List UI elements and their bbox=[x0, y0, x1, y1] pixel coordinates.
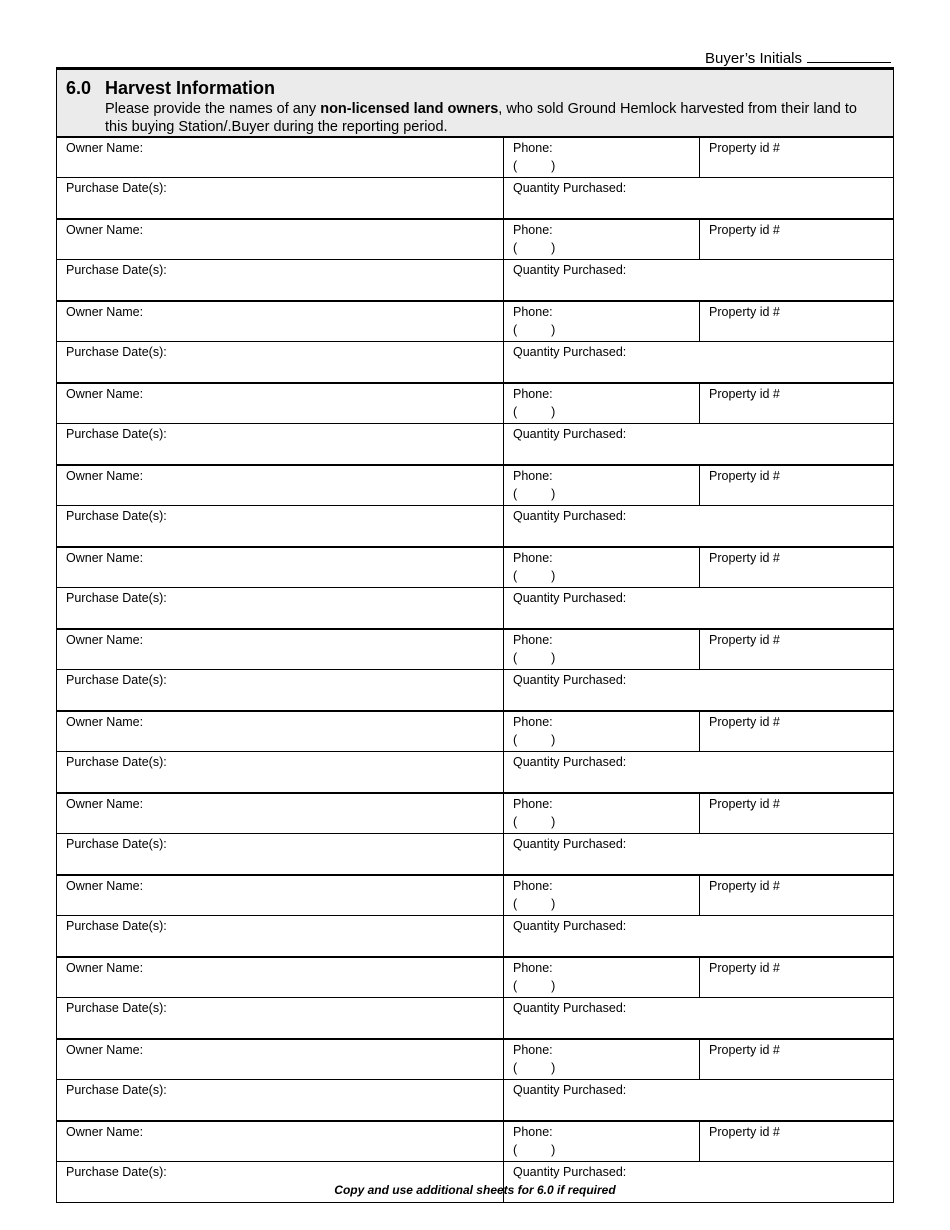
entry-row-bottom bbox=[57, 178, 893, 218]
purchase-dates-label: Purchase Date(s): bbox=[66, 427, 167, 441]
quantity-purchased-field[interactable] bbox=[504, 834, 893, 874]
harvest-information-form bbox=[56, 67, 894, 1203]
section-description-prefix: Please provide the names of any bbox=[105, 101, 321, 117]
area-code-brackets bbox=[513, 897, 555, 911]
phone-field[interactable] bbox=[504, 794, 700, 833]
owner-name-label: Owner Name: bbox=[66, 633, 144, 647]
owner-name-field[interactable] bbox=[57, 712, 504, 751]
quantity-purchased-field[interactable] bbox=[504, 670, 893, 710]
harvest-entry bbox=[57, 548, 893, 630]
section-title: Harvest Information bbox=[105, 78, 276, 98]
section-number: 6.0 bbox=[66, 78, 92, 98]
phone-field[interactable] bbox=[504, 712, 700, 751]
phone-field[interactable] bbox=[504, 958, 700, 997]
quantity-purchased-field[interactable] bbox=[504, 342, 893, 382]
property-id-field[interactable] bbox=[700, 630, 893, 669]
entry-row-top bbox=[57, 1122, 893, 1162]
entries-list bbox=[57, 138, 893, 1202]
area-code-brackets bbox=[513, 569, 555, 583]
harvest-entry bbox=[57, 138, 893, 220]
harvest-entry bbox=[57, 302, 893, 384]
entry-row-top bbox=[57, 712, 893, 752]
owner-name-field[interactable] bbox=[57, 794, 504, 833]
purchase-dates-label: Purchase Date(s): bbox=[66, 345, 167, 359]
quantity-purchased-label: Quantity Purchased: bbox=[513, 509, 627, 523]
owner-name-label: Owner Name: bbox=[66, 797, 144, 811]
entry-row-top bbox=[57, 466, 893, 506]
phone-field[interactable] bbox=[504, 466, 700, 505]
area-code-brackets bbox=[513, 1061, 555, 1075]
area-code-open: ( bbox=[513, 733, 518, 747]
property-id-label: Property id # bbox=[709, 797, 780, 811]
area-code-brackets bbox=[513, 1143, 555, 1157]
area-code-brackets bbox=[513, 815, 555, 829]
area-code-brackets bbox=[513, 159, 555, 173]
area-code-open: ( bbox=[513, 651, 518, 665]
area-code-open: ( bbox=[513, 569, 518, 583]
quantity-purchased-field[interactable] bbox=[504, 752, 893, 792]
entry-row-bottom bbox=[57, 998, 893, 1038]
entry-row-bottom bbox=[57, 752, 893, 792]
property-id-field[interactable] bbox=[700, 1040, 893, 1079]
section-description-bold: non-licensed land owners bbox=[320, 101, 499, 117]
owner-name-label: Owner Name: bbox=[66, 305, 144, 319]
entry-row-top bbox=[57, 1040, 893, 1080]
purchase-dates-field[interactable] bbox=[57, 834, 504, 874]
area-code-close: ) bbox=[551, 159, 556, 173]
property-id-label: Property id # bbox=[709, 879, 780, 893]
area-code-open: ( bbox=[513, 159, 518, 173]
entry-row-top bbox=[57, 220, 893, 260]
harvest-entry bbox=[57, 958, 893, 1040]
owner-name-field[interactable] bbox=[57, 220, 504, 259]
purchase-dates-field[interactable] bbox=[57, 916, 504, 956]
quantity-purchased-label: Quantity Purchased: bbox=[513, 1001, 627, 1015]
purchase-dates-label: Purchase Date(s): bbox=[66, 837, 167, 851]
owner-name-field[interactable] bbox=[57, 302, 504, 341]
phone-label: Phone: bbox=[513, 879, 553, 893]
harvest-entry bbox=[57, 794, 893, 876]
harvest-entry bbox=[57, 384, 893, 466]
area-code-close: ) bbox=[551, 405, 556, 419]
area-code-close: ) bbox=[551, 487, 556, 501]
property-id-label: Property id # bbox=[709, 715, 780, 729]
quantity-purchased-field[interactable] bbox=[504, 588, 893, 628]
property-id-field[interactable] bbox=[700, 220, 893, 259]
property-id-label: Property id # bbox=[709, 141, 780, 155]
owner-name-field[interactable] bbox=[57, 630, 504, 669]
property-id-field[interactable] bbox=[700, 712, 893, 751]
property-id-field[interactable] bbox=[700, 466, 893, 505]
phone-field[interactable] bbox=[504, 220, 700, 259]
quantity-purchased-label: Quantity Purchased: bbox=[513, 755, 627, 769]
purchase-dates-label: Purchase Date(s): bbox=[66, 919, 167, 933]
area-code-brackets bbox=[513, 405, 555, 419]
area-code-open: ( bbox=[513, 241, 518, 255]
harvest-entry bbox=[57, 1040, 893, 1122]
phone-label: Phone: bbox=[513, 141, 553, 155]
phone-label: Phone: bbox=[513, 223, 553, 237]
entry-row-top bbox=[57, 630, 893, 670]
property-id-field[interactable] bbox=[700, 958, 893, 997]
purchase-dates-field[interactable] bbox=[57, 342, 504, 382]
phone-label: Phone: bbox=[513, 633, 553, 647]
property-id-label: Property id # bbox=[709, 469, 780, 483]
quantity-purchased-field[interactable] bbox=[504, 916, 893, 956]
purchase-dates-field[interactable] bbox=[57, 588, 504, 628]
phone-label: Phone: bbox=[513, 715, 553, 729]
harvest-entry bbox=[57, 712, 893, 794]
section-header bbox=[57, 70, 893, 138]
purchase-dates-field[interactable] bbox=[57, 506, 504, 546]
owner-name-label: Owner Name: bbox=[66, 551, 144, 565]
footer-note: Copy and use additional sheets for 6.0 if required bbox=[334, 1183, 616, 1197]
purchase-dates-label: Purchase Date(s): bbox=[66, 591, 167, 605]
purchase-dates-label: Purchase Date(s): bbox=[66, 755, 167, 769]
owner-name-field[interactable] bbox=[57, 138, 504, 177]
property-id-field[interactable] bbox=[700, 548, 893, 587]
entry-row-bottom bbox=[57, 1080, 893, 1120]
purchase-dates-label: Purchase Date(s): bbox=[66, 509, 167, 523]
phone-field[interactable] bbox=[504, 630, 700, 669]
entry-row-bottom bbox=[57, 916, 893, 956]
phone-label: Phone: bbox=[513, 797, 553, 811]
entry-row-bottom bbox=[57, 424, 893, 464]
entry-row-bottom bbox=[57, 506, 893, 546]
property-id-field[interactable] bbox=[700, 876, 893, 915]
buyers-initials-field[interactable] bbox=[807, 50, 891, 63]
purchase-dates-label: Purchase Date(s): bbox=[66, 673, 167, 687]
quantity-purchased-label: Quantity Purchased: bbox=[513, 345, 627, 359]
property-id-label: Property id # bbox=[709, 305, 780, 319]
area-code-open: ( bbox=[513, 1061, 518, 1075]
entry-row-top bbox=[57, 958, 893, 998]
property-id-label: Property id # bbox=[709, 551, 780, 565]
purchase-dates-field[interactable] bbox=[57, 752, 504, 792]
phone-field[interactable] bbox=[504, 384, 700, 423]
property-id-label: Property id # bbox=[709, 387, 780, 401]
owner-name-label: Owner Name: bbox=[66, 715, 144, 729]
area-code-brackets bbox=[513, 733, 555, 747]
quantity-purchased-label: Quantity Purchased: bbox=[513, 591, 627, 605]
purchase-dates-field[interactable] bbox=[57, 670, 504, 710]
phone-field[interactable] bbox=[504, 138, 700, 177]
quantity-purchased-field[interactable] bbox=[504, 260, 893, 300]
entry-row-bottom bbox=[57, 670, 893, 710]
entry-row-top bbox=[57, 138, 893, 178]
phone-field[interactable] bbox=[504, 1040, 700, 1079]
harvest-entry bbox=[57, 630, 893, 712]
quantity-purchased-field[interactable] bbox=[504, 424, 893, 464]
harvest-entry bbox=[57, 466, 893, 548]
quantity-purchased-field[interactable] bbox=[504, 178, 893, 218]
owner-name-label: Owner Name: bbox=[66, 469, 144, 483]
quantity-purchased-field[interactable] bbox=[504, 998, 893, 1038]
purchase-dates-label: Purchase Date(s): bbox=[66, 1001, 167, 1015]
area-code-close: ) bbox=[551, 323, 556, 337]
phone-label: Phone: bbox=[513, 1125, 553, 1139]
property-id-label: Property id # bbox=[709, 1043, 780, 1057]
area-code-close: ) bbox=[551, 733, 556, 747]
area-code-open: ( bbox=[513, 323, 518, 337]
section-description-suffix: , who sold Ground Hemlock harvested from their land to this buying Station/.Buyer during the reporting period. bbox=[105, 101, 857, 135]
area-code-brackets bbox=[513, 323, 555, 337]
property-id-field[interactable] bbox=[700, 1122, 893, 1161]
phone-label: Phone: bbox=[513, 961, 553, 975]
owner-name-field[interactable] bbox=[57, 1122, 504, 1161]
owner-name-label: Owner Name: bbox=[66, 961, 144, 975]
purchase-dates-field[interactable] bbox=[57, 1080, 504, 1120]
property-id-label: Property id # bbox=[709, 633, 780, 647]
area-code-close: ) bbox=[551, 1143, 556, 1157]
area-code-close: ) bbox=[551, 651, 556, 665]
section-description bbox=[105, 100, 880, 136]
phone-field[interactable] bbox=[504, 548, 700, 587]
entry-row-bottom bbox=[57, 260, 893, 300]
entry-row-top bbox=[57, 302, 893, 342]
phone-label: Phone: bbox=[513, 469, 553, 483]
owner-name-field[interactable] bbox=[57, 384, 504, 423]
property-id-field[interactable] bbox=[700, 302, 893, 341]
area-code-brackets bbox=[513, 241, 555, 255]
quantity-purchased-label: Quantity Purchased: bbox=[513, 837, 627, 851]
quantity-purchased-field[interactable] bbox=[504, 506, 893, 546]
property-id-label: Property id # bbox=[709, 223, 780, 237]
phone-field[interactable] bbox=[504, 302, 700, 341]
purchase-dates-field[interactable] bbox=[57, 260, 504, 300]
area-code-open: ( bbox=[513, 979, 518, 993]
purchase-dates-label: Purchase Date(s): bbox=[66, 263, 167, 277]
area-code-open: ( bbox=[513, 487, 518, 501]
phone-field[interactable] bbox=[504, 876, 700, 915]
owner-name-label: Owner Name: bbox=[66, 223, 144, 237]
entry-row-bottom bbox=[57, 834, 893, 874]
area-code-brackets bbox=[513, 651, 555, 665]
property-id-field[interactable] bbox=[700, 794, 893, 833]
purchase-dates-field[interactable] bbox=[57, 178, 504, 218]
area-code-brackets bbox=[513, 979, 555, 993]
property-id-label: Property id # bbox=[709, 1125, 780, 1139]
entry-row-top bbox=[57, 794, 893, 834]
purchase-dates-label: Purchase Date(s): bbox=[66, 1083, 167, 1097]
owner-name-label: Owner Name: bbox=[66, 1043, 144, 1057]
purchase-dates-label: Purchase Date(s): bbox=[66, 181, 167, 195]
owner-name-field[interactable] bbox=[57, 466, 504, 505]
quantity-purchased-label: Quantity Purchased: bbox=[513, 263, 627, 277]
area-code-close: ) bbox=[551, 569, 556, 583]
area-code-close: ) bbox=[551, 815, 556, 829]
quantity-purchased-label: Quantity Purchased: bbox=[513, 181, 627, 195]
entry-row-top bbox=[57, 876, 893, 916]
harvest-entry bbox=[57, 220, 893, 302]
phone-label: Phone: bbox=[513, 1043, 553, 1057]
quantity-purchased-label: Quantity Purchased: bbox=[513, 1165, 627, 1179]
owner-name-field[interactable] bbox=[57, 958, 504, 997]
area-code-open: ( bbox=[513, 1143, 518, 1157]
property-id-field[interactable] bbox=[700, 384, 893, 423]
quantity-purchased-label: Quantity Purchased: bbox=[513, 673, 627, 687]
owner-name-label: Owner Name: bbox=[66, 1125, 144, 1139]
area-code-open: ( bbox=[513, 897, 518, 911]
quantity-purchased-label: Quantity Purchased: bbox=[513, 1083, 627, 1097]
purchase-dates-field[interactable] bbox=[57, 998, 504, 1038]
quantity-purchased-label: Quantity Purchased: bbox=[513, 427, 627, 441]
buyers-initials bbox=[705, 50, 891, 68]
buyers-initials-label: Buyer’s Initials bbox=[705, 50, 802, 67]
owner-name-field[interactable] bbox=[57, 1040, 504, 1079]
purchase-dates-label: Purchase Date(s): bbox=[66, 1165, 167, 1179]
entry-row-bottom bbox=[57, 342, 893, 382]
area-code-open: ( bbox=[513, 405, 518, 419]
phone-label: Phone: bbox=[513, 551, 553, 565]
area-code-close: ) bbox=[551, 979, 556, 993]
area-code-close: ) bbox=[551, 1061, 556, 1075]
area-code-open: ( bbox=[513, 815, 518, 829]
owner-name-field[interactable] bbox=[57, 876, 504, 915]
entry-row-top bbox=[57, 548, 893, 588]
owner-name-label: Owner Name: bbox=[66, 141, 144, 155]
entry-row-bottom bbox=[57, 588, 893, 628]
phone-field[interactable] bbox=[504, 1122, 700, 1161]
purchase-dates-field[interactable] bbox=[57, 424, 504, 464]
phone-label: Phone: bbox=[513, 305, 553, 319]
property-id-label: Property id # bbox=[709, 961, 780, 975]
entry-row-top bbox=[57, 384, 893, 424]
property-id-field[interactable] bbox=[700, 138, 893, 177]
owner-name-label: Owner Name: bbox=[66, 879, 144, 893]
owner-name-label: Owner Name: bbox=[66, 387, 144, 401]
owner-name-field[interactable] bbox=[57, 548, 504, 587]
area-code-close: ) bbox=[551, 897, 556, 911]
quantity-purchased-label: Quantity Purchased: bbox=[513, 919, 627, 933]
harvest-entry bbox=[57, 876, 893, 958]
quantity-purchased-field[interactable] bbox=[504, 1080, 893, 1120]
area-code-brackets bbox=[513, 487, 555, 501]
phone-label: Phone: bbox=[513, 387, 553, 401]
area-code-close: ) bbox=[551, 241, 556, 255]
